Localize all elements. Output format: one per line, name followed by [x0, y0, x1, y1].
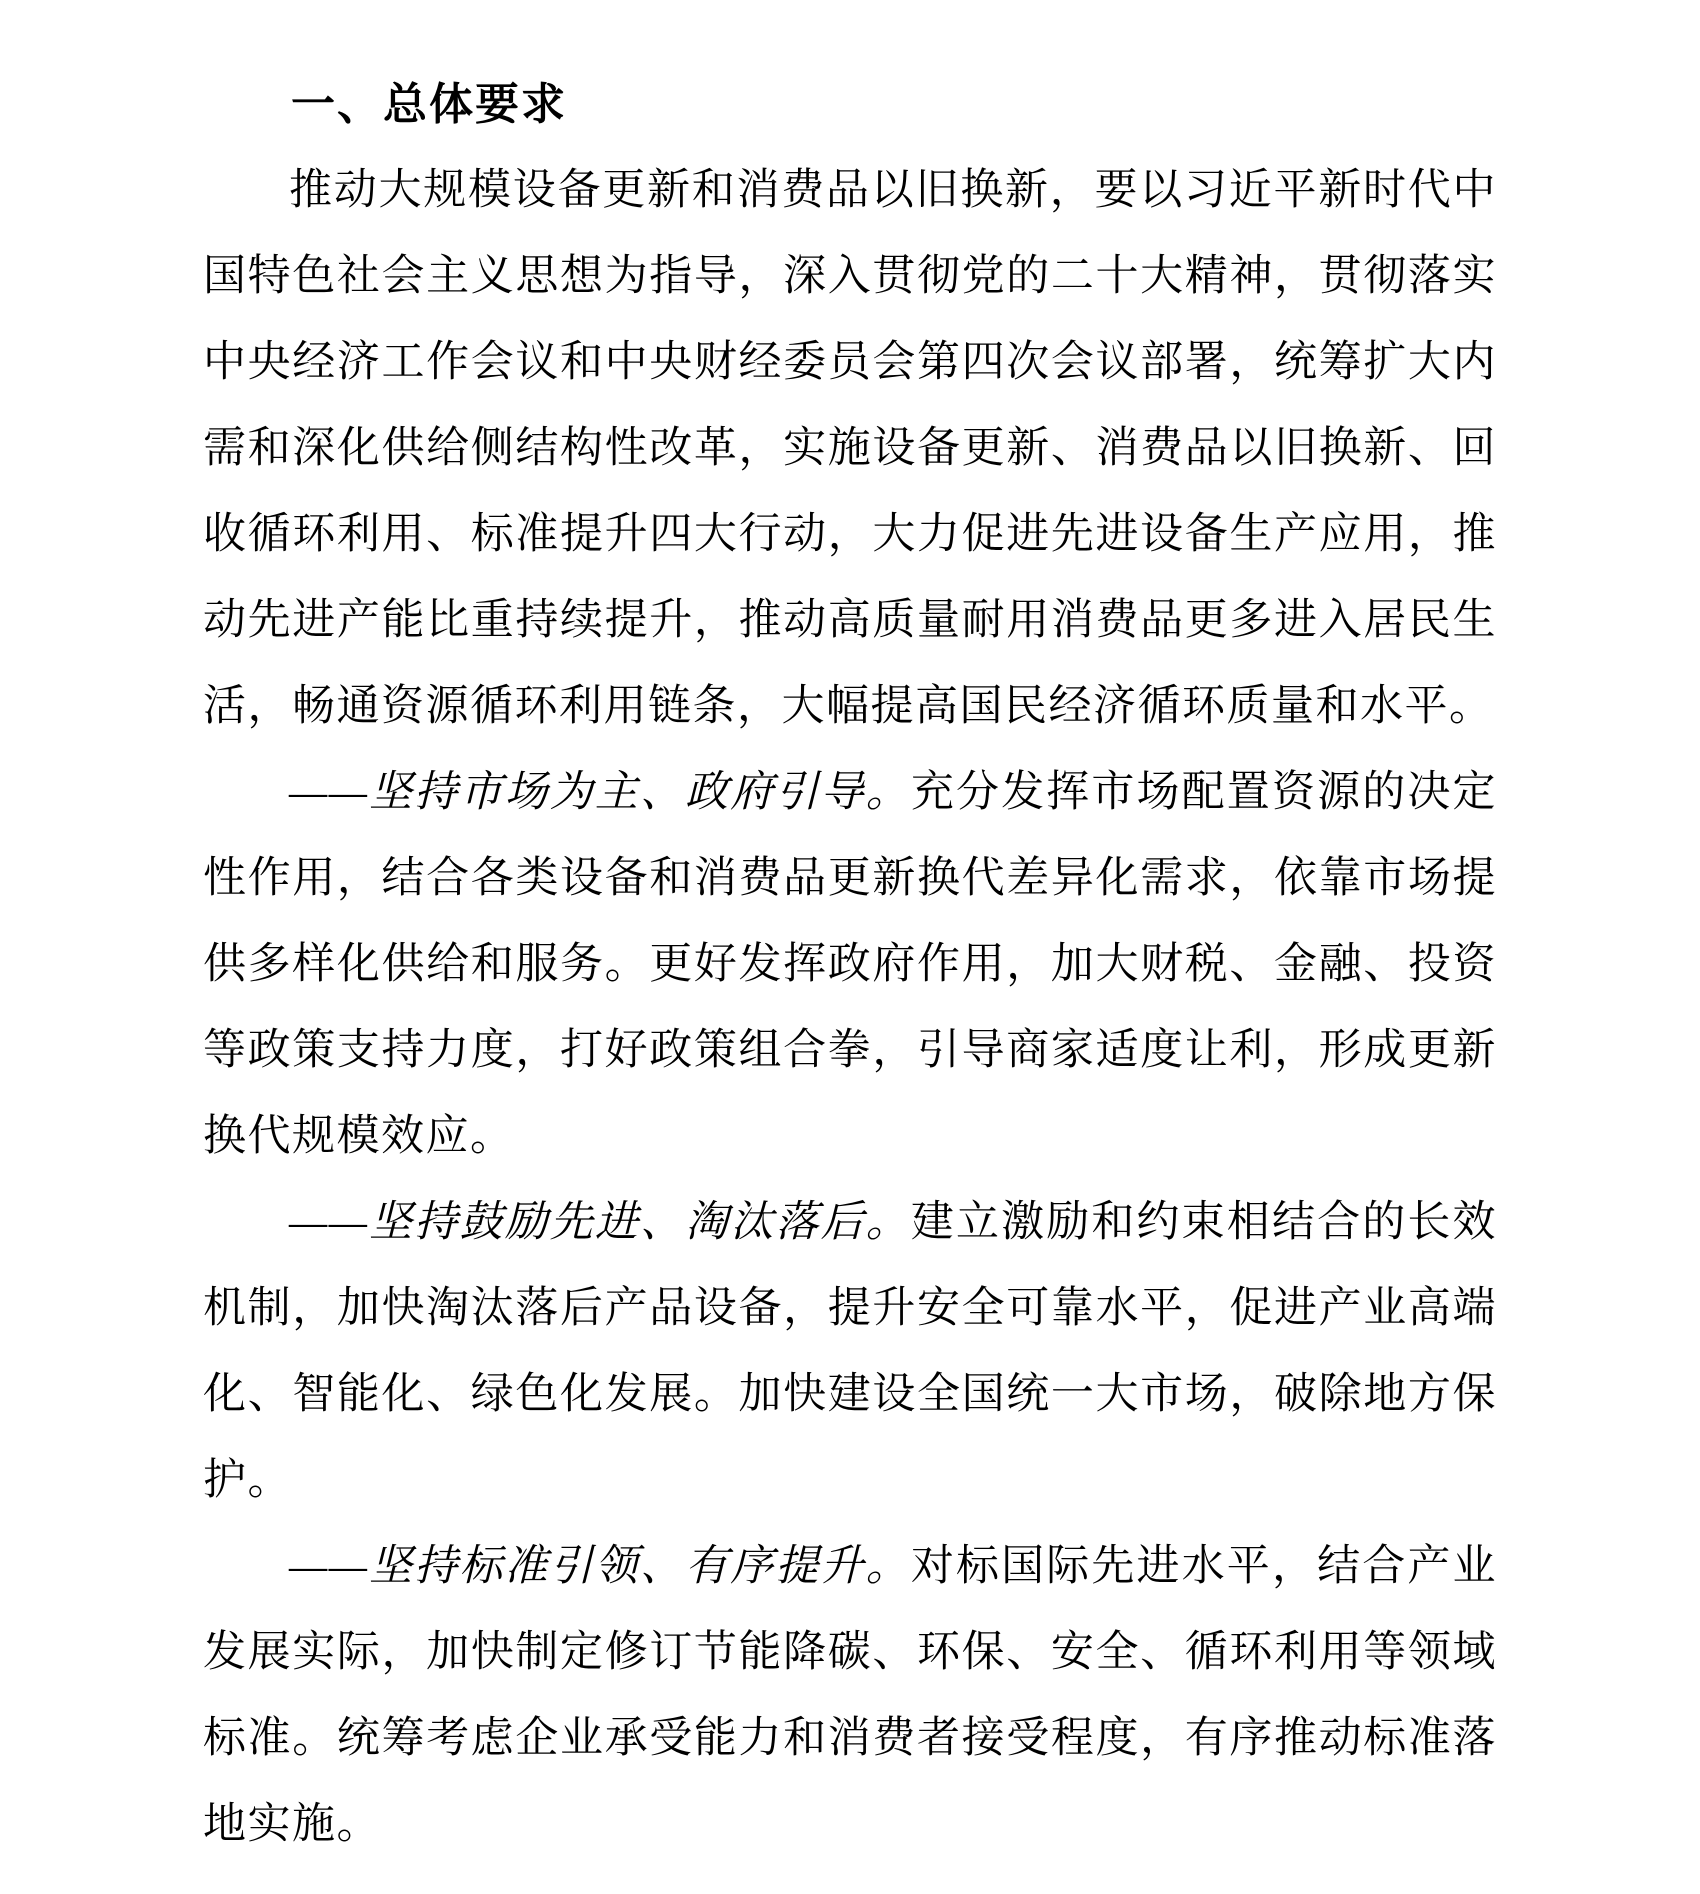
section-heading: 一、总体要求	[291, 80, 567, 129]
paragraph-text: 充分发挥市场配置资源的决定性作用，结合各类设备和消费品更新换代差异化需求，依靠市场提供多样化供给和服务。更好发挥政府作用，加大财税、金融、投资等政策支持力度，打好政策组合拳，引导商家适度让利，形成更新换代规模效应。	[203, 769, 1498, 1160]
paragraph-lead-emphasis: ——坚持标准引领、有序提升。	[289, 1543, 911, 1590]
paragraph-text: 建立激励和约束相结合的长效机制，加快淘汰落后产品设备，提升安全可靠水平，促进产业高端化、智能化、绿色化发展。加快建设全国统一大市场，破除地方保护。	[203, 1199, 1498, 1504]
paragraph-lead-emphasis: ——坚持鼓励先进、淘汰落后。	[289, 1199, 911, 1246]
paragraph-standards-guidance	[203, 1524, 1497, 1868]
paragraph-market-led	[203, 750, 1497, 1180]
paragraph-encourage-advanced	[203, 1180, 1497, 1524]
paragraph-overall-requirements	[203, 148, 1497, 750]
paragraph-text: 推动大规模设备更新和消费品以旧换新，要以习近平新时代中国特色社会主义思想为指导，深入贯彻党的二十大精神，贯彻落实中央经济工作会议和中央财经委员会第四次会议部署，统筹扩大内需和深化供给侧结构性改革，实施设备更新、消费品以旧换新、回收循环利用、标准提升四大行动，大力促进先进设备生产应用，推动先进产能比重持续提升，推动高质量耐用消费品更多进入居民生活，畅通资源循环利用链条，大幅提高国民经济循环质量和水平。	[203, 167, 1497, 730]
paragraph-lead-emphasis: ——坚持市场为主、政府引导。	[289, 769, 911, 816]
paragraph-text: 对标国际先进水平，结合产业发展实际，加快制定修订节能降碳、环保、安全、循环利用等领域标准。统筹考虑企业承受能力和消费者接受程度，有序推动标准落地实施。	[203, 1543, 1498, 1848]
